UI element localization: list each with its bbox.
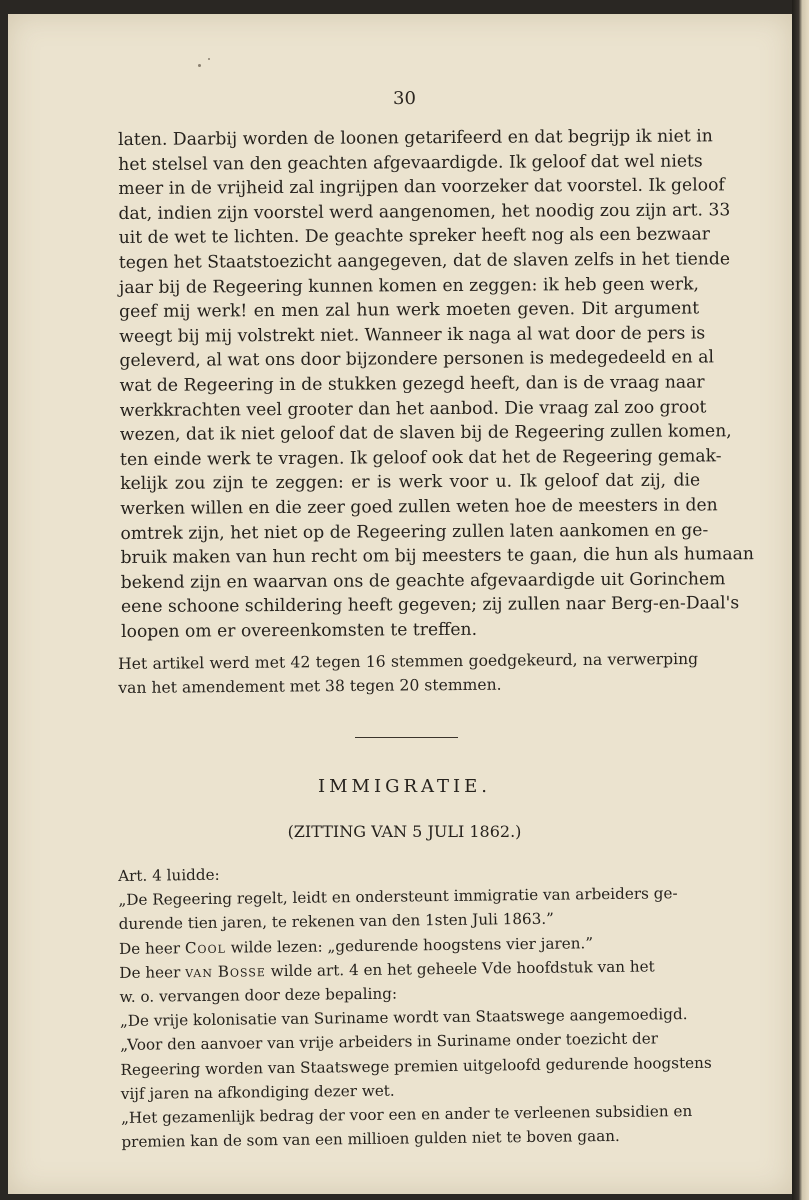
paper-speck [198,64,201,67]
text-line: van het amendement met 38 tegen 20 stemmen. [118,675,502,697]
article-intro: Art. 4 luidde: [118,865,220,885]
text-line: loopen om er overeenkomsten te treffen. [121,619,478,642]
text-line: wat de Regeering in de stukken gezegd heeft, dan is de vraag naar [119,372,705,396]
text-line: wezen, dat ik niet geloof dat de slaven bij de Regeering zullen komen, [119,421,732,446]
text-line: het stelsel van den geachten afgevaardigde. Ik geloof dat wel niets [118,151,703,175]
text-line: weegt bij mij volstrekt niet. Wanneer ik naga al wat door de pers is [119,323,706,347]
text-line: eene schoone schildering heeft gegeven; zij zullen naar Berg-en-Daal's [120,593,740,618]
text-line: Het artikel werd met 42 tegen 16 stemmen goedgekeurd, na verwerping [118,649,699,673]
text-line: tegen het Staatstoezicht aangegeven, dat de slaven zelfs in het tiende [118,249,731,273]
amendment-text-line: w. o. vervangen door deze bepaling: [119,984,398,1007]
text-line: geef mij werk! en men zal hun werk moeten geven. Dit argument [119,298,700,323]
text-line: geleverd, al wat ons door bijzondere personen is medegedeeld en al [119,347,714,372]
paragraph-speech [118,124,754,644]
amendment-text-line: „Voor den aanvoer van vrije arbeiders in Suriname onder toezicht der [120,1029,659,1055]
text-line: meer in de vrijheid zal ingrijpen dan voorzeker dat voorstel. Ik geloof [118,175,725,200]
text-fragment: wilde art. 4 en het geheele Vde hoofdstuk van het [265,957,655,981]
text-line: dat, indien zijn voorstel werd aangenomen, het noodig zou zijn art. 33 [118,200,731,224]
speaker-name: Bosse [217,962,266,981]
speaker-prefix: van [185,962,214,981]
text-fragment: De heer [118,938,185,958]
page-edge-shadow [792,0,809,1200]
amendment-text-line: „De vrije kolonisatie van Suriname wordt van Staatswege aangemoedigd. [119,1005,688,1031]
article-text-line: durende tien jaren, te rekenen van den 1sten Juli 1863.” [118,910,555,934]
amendment-text-line: Regeering worden van Staatswege premien uitgeloofd gedurende hoogstens [120,1053,712,1079]
paper-speck [208,58,210,60]
text-line: kelijk zou zijn te zeggen: er is werk voor u. Ik geloof dat zij, die [120,470,701,495]
section-heading: IMMIGRATIE. [317,776,491,797]
amendment-text-line: premien kan de som van een millioen gulden niet te boven gaan. [121,1127,620,1152]
amendment-text-line: „Het gezamenlijk bedrag der voor een en ander te verleenen subsidien en [120,1102,693,1128]
text-line: werkkrachten veel grooter dan het aanbod. Die vraag zal zoo groot [119,396,707,421]
page-number: 30 [393,88,416,109]
speaker-name: Cool [184,938,226,957]
text-line: ten einde werk te vragen. Ik geloof ook dat het de Regeering gemak- [119,446,722,470]
text-line: bruik maken van hun recht om bij meesters te gaan, die hun als humaan [120,544,754,569]
text-line: omtrek zijn, het niet op de Regeering zullen laten aankomen en ge- [120,519,709,544]
text-line: jaar bij de Regeering kunnen komen en zeggen: ik heb geen werk, [118,274,700,298]
section-subheading: (ZITTING VAN 5 JULI 1862.) [287,822,522,841]
text-line: werken willen en die zeer goed zullen weten hoe de meesters in den [120,495,718,519]
section-body [118,857,712,1155]
paragraph-vote-result [118,647,698,700]
text-fragment: wilde lezen: „gedurende hoogstens vier jaren.” [225,933,594,957]
amendment-text-line: vijf jaren na afkondiging dezer wet. [120,1081,395,1103]
text-line: uit de wet te lichten. De geachte spreker heeft nog als een bezwaar [118,224,710,249]
text-fragment: De heer [119,963,186,982]
text-line: laten. Daarbij worden de loonen getarifeerd en dat begrijp ik niet in [118,126,713,150]
section-divider [355,737,458,738]
text-line: bekend zijn en waarvan ons de geachte afgevaardigde uit Gorinchem [120,568,726,593]
article-text-line: „De Regeering regelt, leidt en ondersteunt immigratie van arbeiders ge- [118,884,678,910]
